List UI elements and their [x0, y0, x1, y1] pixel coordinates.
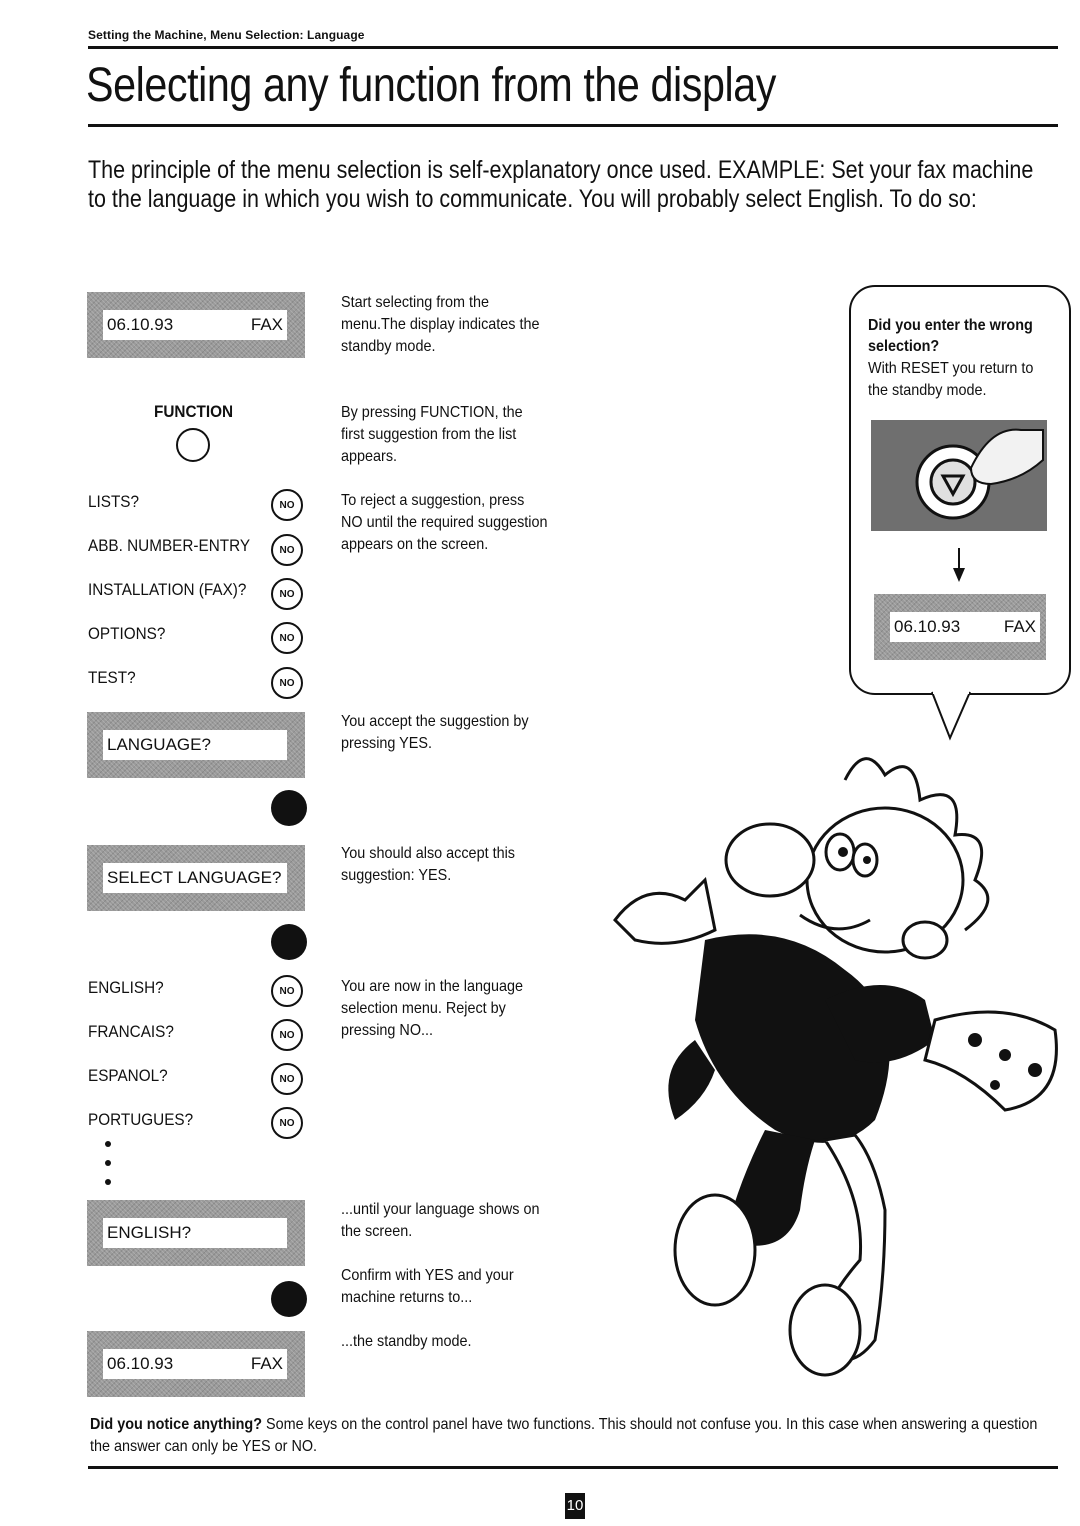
lcd-mode: FAX [250, 1354, 283, 1373]
section-title: Setting the Machine, Menu Selection: Language [88, 28, 365, 42]
menu-item-test: TEST? [88, 668, 136, 687]
no-key-icon: NO [271, 1107, 303, 1139]
menu-item-abb-number-entry: ABB. NUMBER-ENTRY [88, 536, 251, 555]
lcd-date: 06.10.93 [107, 1354, 174, 1373]
header-rule [88, 46, 1058, 49]
function-key-icon [176, 428, 210, 462]
cartoon-character-illustration [585, 740, 1075, 1380]
no-key-icon: NO [271, 1063, 303, 1095]
lcd-display-standby [87, 292, 305, 358]
no-key-icon: NO [271, 622, 303, 654]
language-item-espanol: ESPANOL? [88, 1066, 168, 1085]
lcd-display-standby-final [87, 1331, 305, 1397]
lcd-display-language [87, 712, 305, 778]
page-number: 10 [565, 1493, 585, 1519]
footnote-bold: Did you notice anything? [90, 1416, 262, 1433]
step-description: Confirm with YES and your machine returns to... [341, 1267, 514, 1306]
lcd-display-callout-standby [874, 594, 1046, 660]
step-description: You are now in the language selection menu. Reject by pressing NO... [341, 978, 524, 1039]
page-title: Selecting any function from the display [86, 59, 776, 112]
step-description: To reject a suggestion, press NO until the required suggestion appears on the screen. [341, 492, 548, 553]
yes-key-icon [271, 924, 307, 960]
lcd-text: SELECT LANGUAGE? [103, 863, 287, 893]
menu-item-lists: LISTS? [88, 492, 140, 511]
step-description: Start selecting from the menu.The display indicates the standby mode. [341, 294, 540, 355]
language-item-english: ENGLISH? [88, 978, 164, 997]
no-key-icon: NO [271, 1019, 303, 1051]
step-description: You accept the suggestion by pressing YES. [341, 713, 529, 752]
function-key-label: FUNCTION [154, 402, 234, 421]
lcd-display-english [87, 1200, 305, 1266]
down-arrow-icon [951, 548, 967, 584]
lcd-mode: FAX [1003, 617, 1036, 636]
step-description: By pressing FUNCTION, the first suggestion from the list appears. [341, 404, 523, 465]
language-item-portugues: PORTUGUES? [88, 1110, 194, 1129]
menu-item-installation: INSTALLATION (FAX)? [88, 580, 247, 599]
yes-key-icon [271, 790, 307, 826]
no-key-icon: NO [271, 578, 303, 610]
no-key-icon: NO [271, 489, 303, 521]
footnote [90, 1414, 1044, 1458]
lcd-text: ENGLISH? [103, 1218, 287, 1248]
yes-key-icon [271, 1281, 307, 1317]
callout-title: Did you enter the wrong selection? [868, 317, 1033, 355]
step-description: You should also accept this suggestion: YES. [341, 845, 515, 884]
intro-paragraph: The principle of the menu selection is self-explanatory once used. EXAMPLE: Set your fax machine to the language in which you wish to communicate. You will probably select English. To do so: [88, 156, 1034, 213]
ellipsis-dot [105, 1160, 111, 1166]
reset-key-photo [871, 420, 1047, 531]
footer-rule [88, 1466, 1058, 1469]
no-key-icon: NO [271, 975, 303, 1007]
title-rule [88, 124, 1058, 127]
ellipsis-dot [105, 1141, 111, 1147]
no-key-icon: NO [271, 667, 303, 699]
no-key-icon: NO [271, 534, 303, 566]
language-item-francais: FRANCAIS? [88, 1022, 174, 1041]
footnote-text: Some keys on the control panel have two functions. This should not confuse you. In this case when answering a question the answer can only be YES or NO. [90, 1416, 1038, 1455]
menu-item-options: OPTIONS? [88, 624, 166, 643]
lcd-date: 06.10.93 [894, 617, 961, 636]
lcd-display-select-language [87, 845, 305, 911]
reset-key-icon [871, 420, 1047, 531]
step-description: ...until your language shows on the screen. [341, 1201, 540, 1240]
callout-text: With RESET you return to the standby mode. [868, 360, 1034, 399]
step-description: ...the standby mode. [341, 1333, 472, 1350]
lcd-text: LANGUAGE? [103, 730, 287, 760]
ellipsis-dot [105, 1179, 111, 1185]
lcd-date: 06.10.93 [107, 315, 174, 334]
lcd-mode: FAX [250, 315, 283, 334]
